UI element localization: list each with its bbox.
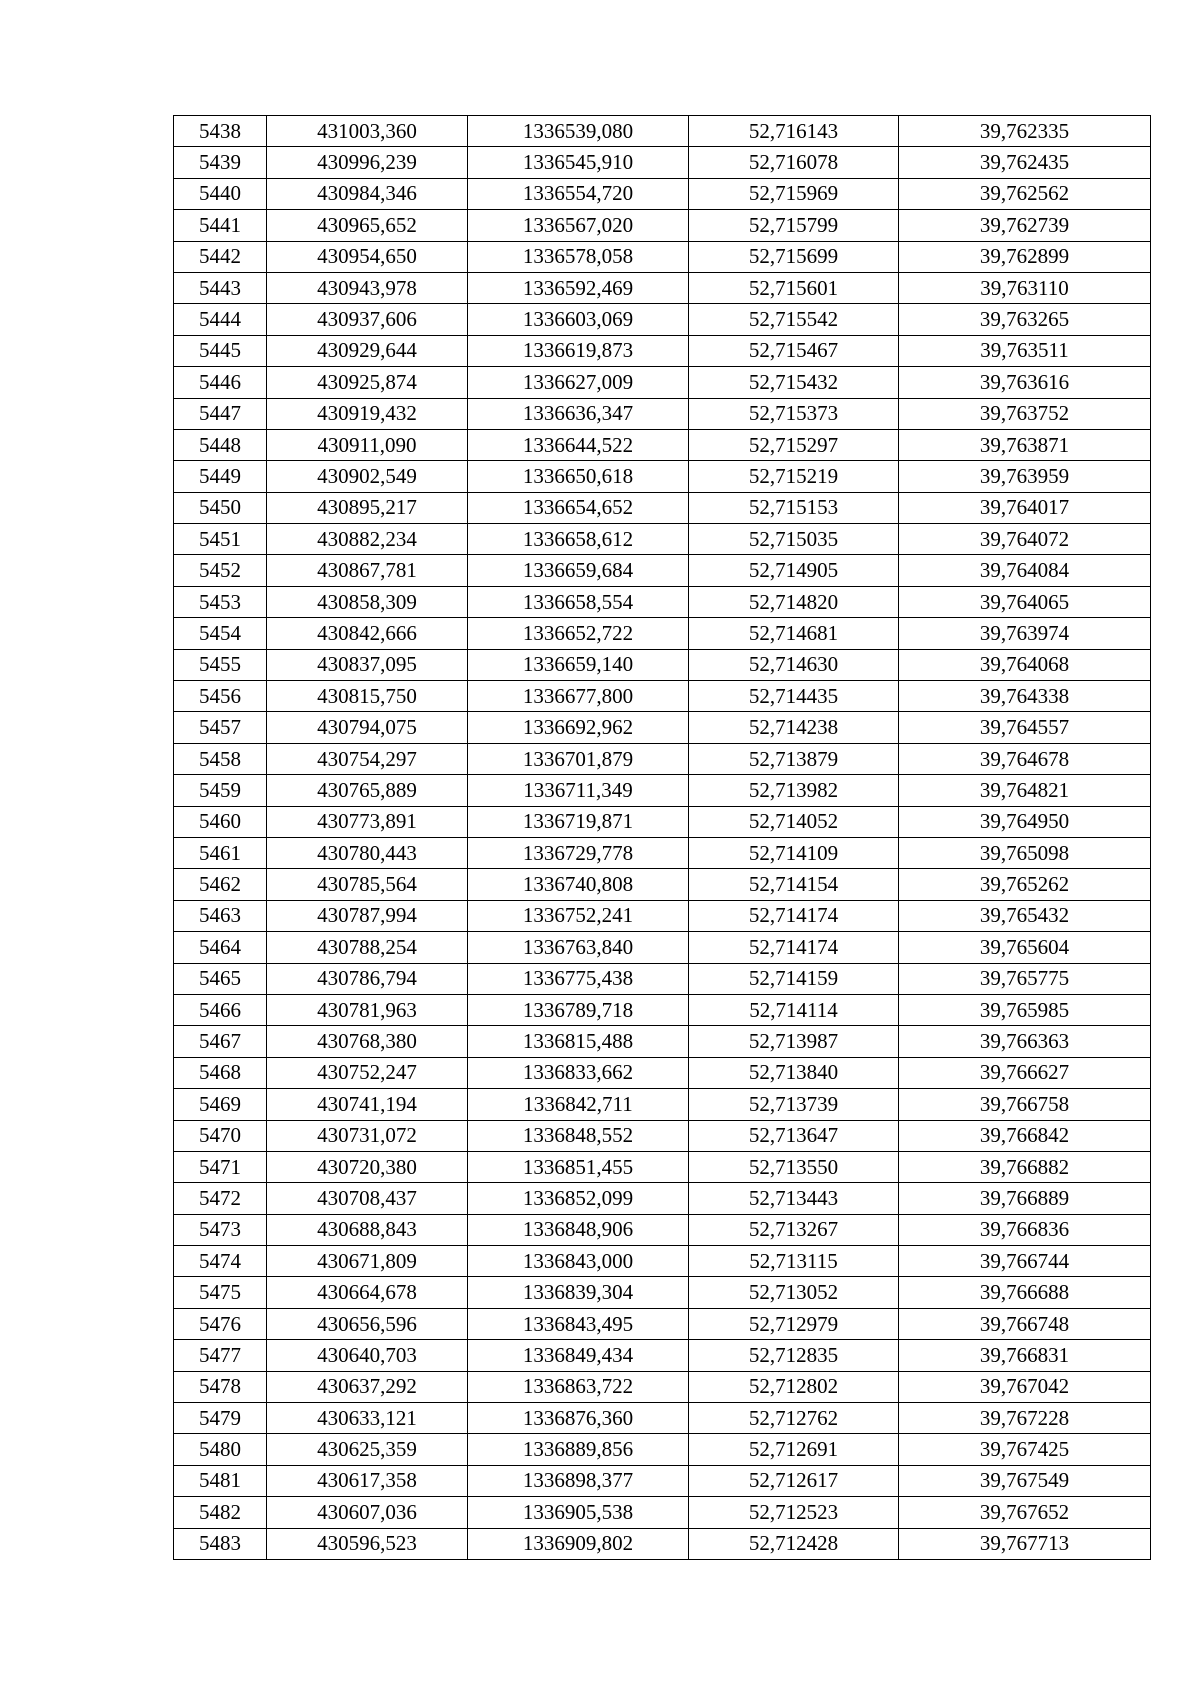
latitude-cell: 52,714820: [689, 586, 899, 617]
point-number-cell: 5448: [174, 429, 267, 460]
longitude-cell: 39,766836: [899, 1214, 1151, 1245]
point-number-cell: 5468: [174, 1057, 267, 1088]
latitude-cell: 52,714174: [689, 900, 899, 931]
x-coordinate-cell: 430785,564: [267, 869, 468, 900]
longitude-cell: 39,767652: [899, 1497, 1151, 1528]
latitude-cell: 52,715542: [689, 304, 899, 335]
latitude-cell: 52,715035: [689, 524, 899, 555]
y-coordinate-cell: 1336692,962: [468, 712, 689, 743]
point-number-cell: 5467: [174, 1026, 267, 1057]
x-coordinate-cell: 430794,075: [267, 712, 468, 743]
y-coordinate-cell: 1336842,711: [468, 1089, 689, 1120]
latitude-cell: 52,712835: [689, 1340, 899, 1371]
latitude-cell: 52,714159: [689, 963, 899, 994]
table-row: [174, 1528, 1151, 1559]
longitude-cell: 39,766842: [899, 1120, 1151, 1151]
longitude-cell: 39,767042: [899, 1371, 1151, 1402]
y-coordinate-cell: 1336843,000: [468, 1246, 689, 1277]
table-row: [174, 932, 1151, 963]
y-coordinate-cell: 1336789,718: [468, 994, 689, 1025]
y-coordinate-cell: 1336839,304: [468, 1277, 689, 1308]
latitude-cell: 52,712428: [689, 1528, 899, 1559]
point-number-cell: 5452: [174, 555, 267, 586]
table-row: [174, 681, 1151, 712]
point-number-cell: 5444: [174, 304, 267, 335]
table-row: [174, 743, 1151, 774]
x-coordinate-cell: 430765,889: [267, 775, 468, 806]
table-row: [174, 492, 1151, 523]
y-coordinate-cell: 1336578,058: [468, 241, 689, 272]
table-row: [174, 210, 1151, 241]
y-coordinate-cell: 1336849,434: [468, 1340, 689, 1371]
point-number-cell: 5454: [174, 618, 267, 649]
longitude-cell: 39,764084: [899, 555, 1151, 586]
longitude-cell: 39,767425: [899, 1434, 1151, 1465]
x-coordinate-cell: 430867,781: [267, 555, 468, 586]
y-coordinate-cell: 1336627,009: [468, 367, 689, 398]
y-coordinate-cell: 1336763,840: [468, 932, 689, 963]
y-coordinate-cell: 1336545,910: [468, 147, 689, 178]
table-row: [174, 712, 1151, 743]
longitude-cell: 39,764950: [899, 806, 1151, 837]
x-coordinate-cell: 430596,523: [267, 1528, 468, 1559]
longitude-cell: 39,765604: [899, 932, 1151, 963]
x-coordinate-cell: 430925,874: [267, 367, 468, 398]
latitude-cell: 52,714238: [689, 712, 899, 743]
x-coordinate-cell: 430640,703: [267, 1340, 468, 1371]
latitude-cell: 52,712979: [689, 1308, 899, 1339]
y-coordinate-cell: 1336619,873: [468, 335, 689, 366]
table-row: [174, 586, 1151, 617]
y-coordinate-cell: 1336658,554: [468, 586, 689, 617]
y-coordinate-cell: 1336729,778: [468, 837, 689, 868]
latitude-cell: 52,715601: [689, 272, 899, 303]
table-row: [174, 1497, 1151, 1528]
y-coordinate-cell: 1336852,099: [468, 1183, 689, 1214]
point-number-cell: 5438: [174, 116, 267, 147]
longitude-cell: 39,764338: [899, 681, 1151, 712]
y-coordinate-cell: 1336659,684: [468, 555, 689, 586]
x-coordinate-cell: 430731,072: [267, 1120, 468, 1151]
longitude-cell: 39,765262: [899, 869, 1151, 900]
table-row: [174, 1026, 1151, 1057]
latitude-cell: 52,716078: [689, 147, 899, 178]
table-row: [174, 1151, 1151, 1182]
x-coordinate-cell: 430656,596: [267, 1308, 468, 1339]
x-coordinate-cell: 430688,843: [267, 1214, 468, 1245]
x-coordinate-cell: 430625,359: [267, 1434, 468, 1465]
longitude-cell: 39,767228: [899, 1403, 1151, 1434]
x-coordinate-cell: 430720,380: [267, 1151, 468, 1182]
table-row: [174, 1371, 1151, 1402]
point-number-cell: 5442: [174, 241, 267, 272]
longitude-cell: 39,767549: [899, 1465, 1151, 1496]
y-coordinate-cell: 1336815,488: [468, 1026, 689, 1057]
latitude-cell: 52,714052: [689, 806, 899, 837]
x-coordinate-cell: 430842,666: [267, 618, 468, 649]
x-coordinate-cell: 430752,247: [267, 1057, 468, 1088]
x-coordinate-cell: 430882,234: [267, 524, 468, 555]
table-row: [174, 555, 1151, 586]
table-row: [174, 649, 1151, 680]
x-coordinate-cell: 430788,254: [267, 932, 468, 963]
table-row: [174, 178, 1151, 209]
latitude-cell: 52,715219: [689, 461, 899, 492]
point-number-cell: 5446: [174, 367, 267, 398]
longitude-cell: 39,763511: [899, 335, 1151, 366]
point-number-cell: 5440: [174, 178, 267, 209]
point-number-cell: 5463: [174, 900, 267, 931]
latitude-cell: 52,713550: [689, 1151, 899, 1182]
x-coordinate-cell: 430664,678: [267, 1277, 468, 1308]
x-coordinate-cell: 430929,644: [267, 335, 468, 366]
x-coordinate-cell: 430937,606: [267, 304, 468, 335]
point-number-cell: 5443: [174, 272, 267, 303]
y-coordinate-cell: 1336889,856: [468, 1434, 689, 1465]
point-number-cell: 5459: [174, 775, 267, 806]
x-coordinate-cell: 430768,380: [267, 1026, 468, 1057]
y-coordinate-cell: 1336851,455: [468, 1151, 689, 1182]
latitude-cell: 52,715699: [689, 241, 899, 272]
point-number-cell: 5471: [174, 1151, 267, 1182]
table-row: [174, 461, 1151, 492]
point-number-cell: 5469: [174, 1089, 267, 1120]
table-row: [174, 1308, 1151, 1339]
latitude-cell: 52,713879: [689, 743, 899, 774]
table-row: [174, 1465, 1151, 1496]
table-row: [174, 1434, 1151, 1465]
y-coordinate-cell: 1336659,140: [468, 649, 689, 680]
point-number-cell: 5473: [174, 1214, 267, 1245]
y-coordinate-cell: 1336719,871: [468, 806, 689, 837]
x-coordinate-cell: 430781,963: [267, 994, 468, 1025]
longitude-cell: 39,763265: [899, 304, 1151, 335]
latitude-cell: 52,714630: [689, 649, 899, 680]
table-row: [174, 367, 1151, 398]
latitude-cell: 52,713443: [689, 1183, 899, 1214]
x-coordinate-cell: 430637,292: [267, 1371, 468, 1402]
longitude-cell: 39,762435: [899, 147, 1151, 178]
x-coordinate-cell: 430607,036: [267, 1497, 468, 1528]
y-coordinate-cell: 1336636,347: [468, 398, 689, 429]
longitude-cell: 39,763752: [899, 398, 1151, 429]
longitude-cell: 39,763871: [899, 429, 1151, 460]
table-row: [174, 1340, 1151, 1371]
longitude-cell: 39,766831: [899, 1340, 1151, 1371]
x-coordinate-cell: 430911,090: [267, 429, 468, 460]
table-row: [174, 1057, 1151, 1088]
latitude-cell: 52,712762: [689, 1403, 899, 1434]
x-coordinate-cell: 430943,978: [267, 272, 468, 303]
longitude-cell: 39,763616: [899, 367, 1151, 398]
coordinates-table: [173, 115, 1151, 1560]
point-number-cell: 5455: [174, 649, 267, 680]
point-number-cell: 5474: [174, 1246, 267, 1277]
table-row: [174, 963, 1151, 994]
longitude-cell: 39,764821: [899, 775, 1151, 806]
longitude-cell: 39,762899: [899, 241, 1151, 272]
table-row: [174, 1214, 1151, 1245]
longitude-cell: 39,763974: [899, 618, 1151, 649]
y-coordinate-cell: 1336644,522: [468, 429, 689, 460]
point-number-cell: 5458: [174, 743, 267, 774]
x-coordinate-cell: 430787,994: [267, 900, 468, 931]
latitude-cell: 52,714681: [689, 618, 899, 649]
x-coordinate-cell: 430837,095: [267, 649, 468, 680]
point-number-cell: 5464: [174, 932, 267, 963]
latitude-cell: 52,713115: [689, 1246, 899, 1277]
y-coordinate-cell: 1336603,069: [468, 304, 689, 335]
y-coordinate-cell: 1336677,800: [468, 681, 689, 712]
point-number-cell: 5478: [174, 1371, 267, 1402]
point-number-cell: 5470: [174, 1120, 267, 1151]
longitude-cell: 39,763959: [899, 461, 1151, 492]
x-coordinate-cell: 430919,432: [267, 398, 468, 429]
y-coordinate-cell: 1336652,722: [468, 618, 689, 649]
x-coordinate-cell: 430780,443: [267, 837, 468, 868]
x-coordinate-cell: 430954,650: [267, 241, 468, 272]
latitude-cell: 52,713739: [689, 1089, 899, 1120]
longitude-cell: 39,764678: [899, 743, 1151, 774]
point-number-cell: 5456: [174, 681, 267, 712]
latitude-cell: 52,714174: [689, 932, 899, 963]
table-row: [174, 304, 1151, 335]
x-coordinate-cell: 430858,309: [267, 586, 468, 617]
point-number-cell: 5476: [174, 1308, 267, 1339]
table-row: [174, 1403, 1151, 1434]
table-row: [174, 147, 1151, 178]
x-coordinate-cell: 430633,121: [267, 1403, 468, 1434]
table-row: [174, 1246, 1151, 1277]
longitude-cell: 39,764017: [899, 492, 1151, 523]
table-row: [174, 837, 1151, 868]
x-coordinate-cell: 430671,809: [267, 1246, 468, 1277]
longitude-cell: 39,764065: [899, 586, 1151, 617]
y-coordinate-cell: 1336775,438: [468, 963, 689, 994]
longitude-cell: 39,762562: [899, 178, 1151, 209]
y-coordinate-cell: 1336539,080: [468, 116, 689, 147]
table-row: [174, 1183, 1151, 1214]
longitude-cell: 39,765775: [899, 963, 1151, 994]
table-row: [174, 1120, 1151, 1151]
y-coordinate-cell: 1336863,722: [468, 1371, 689, 1402]
longitude-cell: 39,766627: [899, 1057, 1151, 1088]
coordinates-table-body: [174, 116, 1151, 1560]
table-row: [174, 116, 1151, 147]
point-number-cell: 5441: [174, 210, 267, 241]
x-coordinate-cell: 430815,750: [267, 681, 468, 712]
longitude-cell: 39,762739: [899, 210, 1151, 241]
longitude-cell: 39,766758: [899, 1089, 1151, 1120]
latitude-cell: 52,713267: [689, 1214, 899, 1245]
longitude-cell: 39,764068: [899, 649, 1151, 680]
latitude-cell: 52,715799: [689, 210, 899, 241]
longitude-cell: 39,767713: [899, 1528, 1151, 1559]
point-number-cell: 5465: [174, 963, 267, 994]
y-coordinate-cell: 1336554,720: [468, 178, 689, 209]
table-row: [174, 1277, 1151, 1308]
table-row: [174, 1089, 1151, 1120]
longitude-cell: 39,765985: [899, 994, 1151, 1025]
x-coordinate-cell: 430895,217: [267, 492, 468, 523]
y-coordinate-cell: 1336848,906: [468, 1214, 689, 1245]
point-number-cell: 5460: [174, 806, 267, 837]
point-number-cell: 5483: [174, 1528, 267, 1559]
table-row: [174, 806, 1151, 837]
y-coordinate-cell: 1336898,377: [468, 1465, 689, 1496]
latitude-cell: 52,714154: [689, 869, 899, 900]
latitude-cell: 52,713987: [689, 1026, 899, 1057]
point-number-cell: 5439: [174, 147, 267, 178]
x-coordinate-cell: 430708,437: [267, 1183, 468, 1214]
y-coordinate-cell: 1336752,241: [468, 900, 689, 931]
y-coordinate-cell: 1336654,652: [468, 492, 689, 523]
longitude-cell: 39,764557: [899, 712, 1151, 743]
table-row: [174, 272, 1151, 303]
point-number-cell: 5482: [174, 1497, 267, 1528]
y-coordinate-cell: 1336843,495: [468, 1308, 689, 1339]
x-coordinate-cell: 430902,549: [267, 461, 468, 492]
latitude-cell: 52,715297: [689, 429, 899, 460]
longitude-cell: 39,766748: [899, 1308, 1151, 1339]
latitude-cell: 52,713982: [689, 775, 899, 806]
longitude-cell: 39,763110: [899, 272, 1151, 303]
table-row: [174, 429, 1151, 460]
latitude-cell: 52,712802: [689, 1371, 899, 1402]
y-coordinate-cell: 1336905,538: [468, 1497, 689, 1528]
longitude-cell: 39,766744: [899, 1246, 1151, 1277]
point-number-cell: 5461: [174, 837, 267, 868]
latitude-cell: 52,712617: [689, 1465, 899, 1496]
table-row: [174, 900, 1151, 931]
longitude-cell: 39,766363: [899, 1026, 1151, 1057]
latitude-cell: 52,712523: [689, 1497, 899, 1528]
point-number-cell: 5445: [174, 335, 267, 366]
y-coordinate-cell: 1336650,618: [468, 461, 689, 492]
x-coordinate-cell: 430996,239: [267, 147, 468, 178]
y-coordinate-cell: 1336658,612: [468, 524, 689, 555]
table-row: [174, 524, 1151, 555]
latitude-cell: 52,715153: [689, 492, 899, 523]
y-coordinate-cell: 1336592,469: [468, 272, 689, 303]
x-coordinate-cell: 430773,891: [267, 806, 468, 837]
latitude-cell: 52,715969: [689, 178, 899, 209]
table-row: [174, 398, 1151, 429]
point-number-cell: 5479: [174, 1403, 267, 1434]
y-coordinate-cell: 1336711,349: [468, 775, 689, 806]
x-coordinate-cell: 430984,346: [267, 178, 468, 209]
latitude-cell: 52,714114: [689, 994, 899, 1025]
x-coordinate-cell: 430741,194: [267, 1089, 468, 1120]
point-number-cell: 5453: [174, 586, 267, 617]
y-coordinate-cell: 1336876,360: [468, 1403, 689, 1434]
latitude-cell: 52,716143: [689, 116, 899, 147]
latitude-cell: 52,715373: [689, 398, 899, 429]
point-number-cell: 5477: [174, 1340, 267, 1371]
point-number-cell: 5447: [174, 398, 267, 429]
latitude-cell: 52,714435: [689, 681, 899, 712]
longitude-cell: 39,765432: [899, 900, 1151, 931]
longitude-cell: 39,762335: [899, 116, 1151, 147]
y-coordinate-cell: 1336833,662: [468, 1057, 689, 1088]
latitude-cell: 52,713647: [689, 1120, 899, 1151]
y-coordinate-cell: 1336740,808: [468, 869, 689, 900]
latitude-cell: 52,713052: [689, 1277, 899, 1308]
point-number-cell: 5451: [174, 524, 267, 555]
point-number-cell: 5475: [174, 1277, 267, 1308]
latitude-cell: 52,715432: [689, 367, 899, 398]
x-coordinate-cell: 430754,297: [267, 743, 468, 774]
x-coordinate-cell: 430786,794: [267, 963, 468, 994]
x-coordinate-cell: 430965,652: [267, 210, 468, 241]
point-number-cell: 5481: [174, 1465, 267, 1496]
table-row: [174, 618, 1151, 649]
longitude-cell: 39,764072: [899, 524, 1151, 555]
longitude-cell: 39,766882: [899, 1151, 1151, 1182]
table-row: [174, 241, 1151, 272]
longitude-cell: 39,766889: [899, 1183, 1151, 1214]
y-coordinate-cell: 1336909,802: [468, 1528, 689, 1559]
y-coordinate-cell: 1336567,020: [468, 210, 689, 241]
point-number-cell: 5457: [174, 712, 267, 743]
point-number-cell: 5449: [174, 461, 267, 492]
table-row: [174, 775, 1151, 806]
x-coordinate-cell: 430617,358: [267, 1465, 468, 1496]
latitude-cell: 52,714109: [689, 837, 899, 868]
table-row: [174, 335, 1151, 366]
longitude-cell: 39,765098: [899, 837, 1151, 868]
latitude-cell: 52,715467: [689, 335, 899, 366]
latitude-cell: 52,712691: [689, 1434, 899, 1465]
longitude-cell: 39,766688: [899, 1277, 1151, 1308]
x-coordinate-cell: 431003,360: [267, 116, 468, 147]
point-number-cell: 5472: [174, 1183, 267, 1214]
point-number-cell: 5466: [174, 994, 267, 1025]
latitude-cell: 52,714905: [689, 555, 899, 586]
table-row: [174, 869, 1151, 900]
table-row: [174, 994, 1151, 1025]
point-number-cell: 5462: [174, 869, 267, 900]
latitude-cell: 52,713840: [689, 1057, 899, 1088]
point-number-cell: 5450: [174, 492, 267, 523]
y-coordinate-cell: 1336701,879: [468, 743, 689, 774]
point-number-cell: 5480: [174, 1434, 267, 1465]
y-coordinate-cell: 1336848,552: [468, 1120, 689, 1151]
